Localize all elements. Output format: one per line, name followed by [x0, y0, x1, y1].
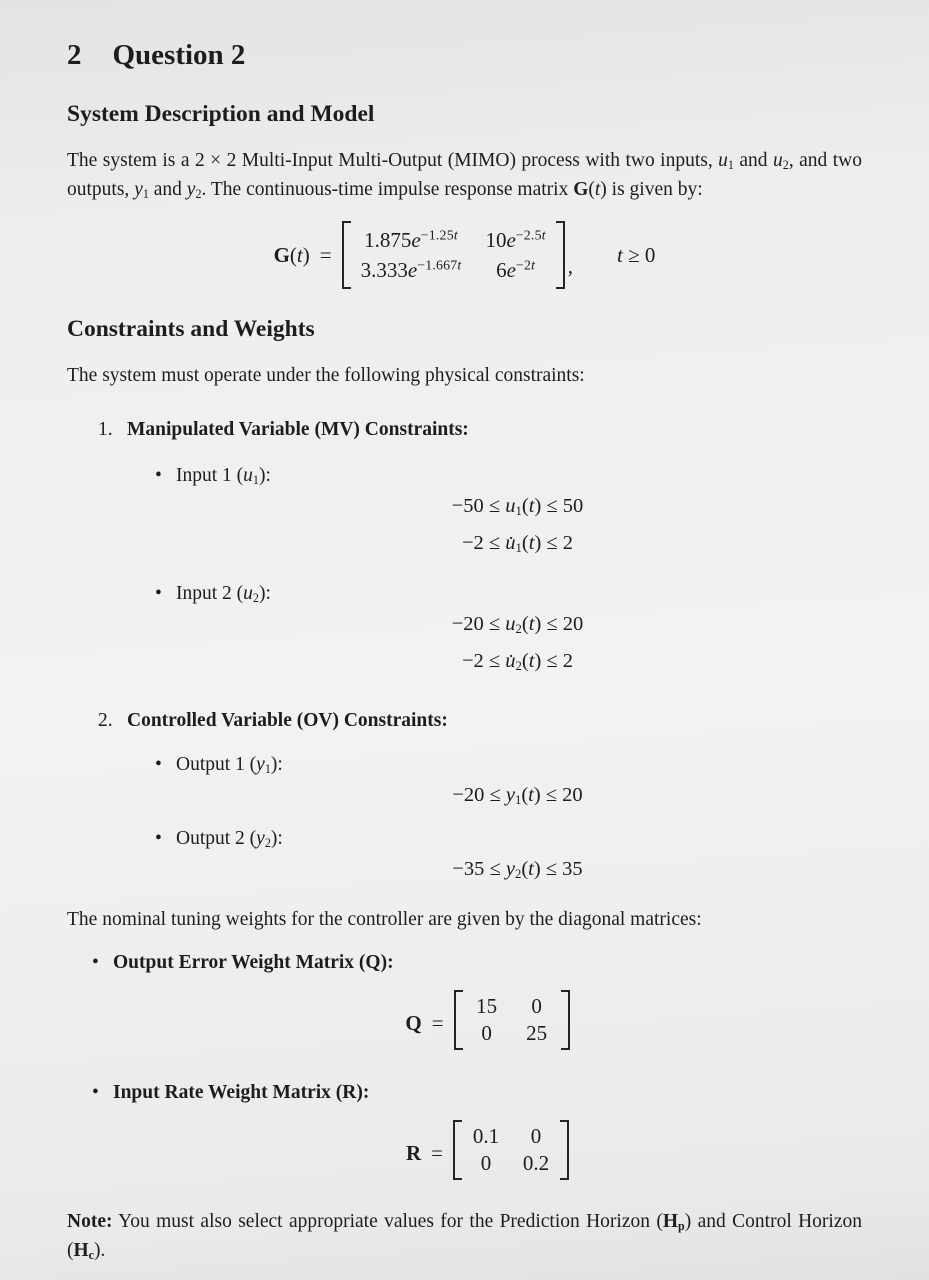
- bullet-marker: •: [155, 583, 162, 604]
- exponent-value: −1.667: [417, 257, 458, 273]
- text-segment: , and two outputs,: [67, 150, 862, 200]
- matrix-bracket-right: [561, 990, 570, 1050]
- euler-e: e: [411, 228, 421, 252]
- bullet-marker: •: [92, 952, 99, 973]
- text-segment: is given by:: [606, 179, 703, 200]
- matrix-cell-r1c1: [361, 225, 462, 255]
- bullet-item-output2: [67, 826, 862, 852]
- comma: ,: [567, 253, 574, 278]
- subscript: 2: [515, 659, 522, 674]
- matrix-cell-r1c2: 0: [531, 994, 542, 1018]
- equation-text: −2 ≤: [461, 532, 506, 554]
- paren: (: [521, 650, 529, 672]
- paren: (: [521, 532, 529, 554]
- list-number: 2.: [98, 710, 113, 731]
- text-segment: . The continuous-time impulse response matrix: [201, 179, 574, 200]
- math-var-t: t: [528, 613, 535, 635]
- math-var: u: [505, 613, 516, 635]
- text-segment: ) and Control Horizon (: [67, 1211, 862, 1261]
- subscript: 2: [264, 836, 271, 851]
- coefficient: 3.333: [360, 258, 408, 282]
- paragraph-system-description: [67, 146, 862, 204]
- matrix-bracket-right: [556, 221, 565, 289]
- equation-text: ) ≤ 2: [534, 532, 574, 554]
- g-matrix: [342, 221, 565, 289]
- constraint-equation-u1-amplitude: [173, 493, 862, 520]
- subscript: p: [678, 1219, 685, 1234]
- bullet-item-input2: [67, 581, 862, 607]
- matrix-cell-r2c2: [485, 255, 545, 285]
- math-var-t: t: [528, 495, 535, 517]
- math-var-t: t: [528, 784, 534, 806]
- exponent: [417, 257, 461, 272]
- r-matrix-equation: [113, 1120, 862, 1180]
- note-label: Note:: [67, 1211, 113, 1232]
- bullet-label: Input 1 (: [176, 465, 244, 486]
- paren: ): [600, 179, 607, 200]
- math-var: u: [243, 583, 253, 604]
- constraint-equation-u2-rate: [173, 648, 862, 675]
- constraint-equation-u1-rate: [173, 530, 862, 557]
- subscript: 2: [195, 187, 202, 202]
- exponent-var: t: [531, 257, 536, 273]
- math-var: u̇: [505, 650, 516, 672]
- exponent-var: t: [453, 227, 458, 243]
- math-var: y: [256, 828, 265, 849]
- subsection-title-system-description: System Description and Model: [67, 101, 375, 127]
- math-var-G: G: [273, 242, 290, 267]
- paren: (: [521, 784, 529, 806]
- math-var: u̇: [505, 532, 516, 554]
- list-label: Controlled Variable (OV) Constraints:: [127, 710, 448, 731]
- bullet-item-r-matrix: [67, 1080, 862, 1106]
- paren: (: [521, 613, 529, 635]
- bullet-label: ):: [258, 583, 271, 604]
- equation-text: −50 ≤: [451, 495, 506, 517]
- matrix-bracket-right: [560, 1120, 569, 1180]
- bullet-label: ):: [258, 465, 271, 486]
- subscript: 1: [514, 793, 522, 808]
- paragraph-weights-intro: The nominal tuning weights for the controller are given by the diagonal matrices:: [67, 909, 702, 930]
- subsection-title-constraints-weights: Constraints and Weights: [67, 316, 315, 342]
- equation-text: −20 ≤: [451, 613, 506, 635]
- paren: ): [302, 242, 310, 267]
- coefficient: 6: [496, 258, 507, 282]
- equals-sign: =: [319, 242, 332, 267]
- math-var-t: t: [617, 242, 623, 267]
- bullet-label: Output 1 (: [176, 754, 257, 775]
- matrix-cell-r1c1: 15: [476, 994, 498, 1018]
- euler-e: e: [506, 258, 516, 282]
- matrix-cells: [351, 221, 556, 289]
- text-segment: ).: [94, 1240, 106, 1261]
- r-matrix: [453, 1120, 569, 1180]
- exponent-var: t: [457, 257, 462, 273]
- math-var-y2: y: [186, 179, 196, 200]
- matrix-bracket-left: [453, 1120, 462, 1180]
- equation-text: ) ≤ 50: [534, 495, 584, 517]
- equation-text: ) ≤ 20: [534, 613, 584, 635]
- math-var-Hc: H: [73, 1240, 89, 1261]
- math-var-y1: y: [134, 179, 143, 200]
- math-var-t: t: [528, 532, 535, 554]
- matrix-cell-r2c2: 0.2: [522, 1151, 550, 1175]
- euler-e: e: [506, 228, 516, 252]
- constraint-equation-y2: [173, 856, 862, 883]
- q-matrix: [454, 990, 570, 1050]
- paragraph-note: [67, 1207, 862, 1265]
- math-var: u: [243, 465, 253, 486]
- equation-text: ) ≤ 2: [534, 650, 574, 672]
- equation-text: −20 ≤: [452, 784, 506, 806]
- math-var: y: [505, 784, 515, 806]
- impulse-response-equation: [67, 221, 862, 289]
- matrix-cell-r2c1: 0: [481, 1021, 492, 1045]
- bullet-label: Output Error Weight Matrix (Q):: [113, 952, 394, 973]
- equals-sign: =: [431, 1010, 444, 1035]
- math-var: y: [256, 754, 265, 775]
- equals-sign: =: [431, 1140, 443, 1165]
- exponent: [516, 227, 546, 242]
- math-var-t: t: [528, 858, 534, 880]
- bullet-label: ):: [270, 828, 283, 849]
- exponent: [516, 257, 535, 272]
- matrix-cell-r2c1: 0: [480, 1151, 492, 1175]
- subscript: 2: [252, 591, 259, 606]
- math-var-R: R: [405, 1140, 422, 1165]
- q-matrix-equation: [113, 990, 862, 1050]
- subscript: 2: [514, 867, 522, 882]
- matrix-cell-r2c2: 25: [526, 1021, 548, 1045]
- math-var-u2: u: [773, 150, 783, 171]
- exponent-value: −2.5: [515, 227, 542, 243]
- exponent-var: t: [541, 227, 546, 243]
- matrix-cells: [463, 990, 561, 1050]
- text-segment: and: [148, 179, 187, 200]
- matrix-cell-r1c2: [485, 225, 545, 255]
- exponent-value: −2: [515, 257, 532, 273]
- subscript: 1: [252, 473, 259, 488]
- equation-text: ) ≤ 35: [533, 858, 583, 880]
- paren: (: [521, 858, 529, 880]
- paragraph-constraints-intro: The system must operate under the following physical constraints:: [67, 365, 585, 386]
- paren: (: [521, 495, 529, 517]
- subscript: 1: [515, 504, 522, 519]
- matrix-bracket-left: [454, 990, 463, 1050]
- constraint-equation-u2-amplitude: [173, 611, 862, 638]
- section-title: Question 2: [112, 39, 246, 71]
- math-var-G: G: [573, 179, 589, 200]
- subscript: c: [88, 1248, 95, 1263]
- bullet-item-output1: [67, 752, 862, 778]
- bullet-marker: •: [155, 754, 162, 775]
- bullet-marker: •: [92, 1082, 99, 1103]
- math-var-Q: Q: [405, 1010, 422, 1035]
- math-var: u: [505, 495, 516, 517]
- equation-text: ) ≤ 20: [533, 784, 583, 806]
- coefficient: 1.875: [364, 228, 412, 252]
- subscript: 1: [142, 187, 149, 202]
- relation: ≥ 0: [622, 242, 656, 267]
- constraint-equation-y1: [173, 782, 862, 809]
- list-item-mv-constraints: [67, 415, 862, 444]
- math-var: y: [505, 858, 515, 880]
- time-condition: [617, 243, 655, 268]
- subscript: 1: [727, 158, 734, 173]
- paren: (: [588, 179, 595, 200]
- section-number: 2: [67, 39, 82, 71]
- matrix-cell-r1c2: 0: [530, 1124, 542, 1148]
- bullet-label: Input Rate Weight Matrix (R):: [113, 1082, 370, 1103]
- list-label: Manipulated Variable (MV) Constraints:: [127, 419, 469, 440]
- exponent: [421, 227, 458, 242]
- bullet-item-input1: [67, 463, 862, 489]
- equation-text: −2 ≤: [461, 650, 506, 672]
- subscript: 2: [782, 158, 789, 173]
- math-var-t: t: [296, 242, 303, 267]
- text-segment: The system is a 2 × 2 Multi-Input Multi-Output (MIMO) process with two inputs,: [67, 150, 719, 171]
- subscript: 1: [264, 762, 271, 777]
- section-heading: [67, 38, 862, 72]
- matrix-cell-r2c1: [361, 255, 462, 285]
- list-item-ov-constraints: [67, 706, 862, 735]
- math-var-t: t: [594, 179, 601, 200]
- matrix-cell-r1c1: 0.1: [472, 1124, 500, 1148]
- equation-text: −35 ≤: [452, 858, 506, 880]
- math-var-u1: u: [718, 150, 728, 171]
- subscript: 2: [515, 622, 522, 637]
- euler-e: e: [407, 258, 418, 282]
- bullet-label: Output 2 (: [176, 828, 257, 849]
- exponent-value: −1.25: [420, 227, 454, 243]
- bullet-label: Input 2 (: [176, 583, 244, 604]
- matrix-bracket-left: [342, 221, 351, 289]
- math-var-Hp: H: [662, 1211, 679, 1232]
- paren: (: [289, 242, 297, 267]
- bullet-marker: •: [155, 465, 162, 486]
- equation-lhs: [274, 243, 342, 268]
- matrix-cells: [462, 1120, 560, 1180]
- text-segment: You must also select appropriate values for the Prediction Horizon (: [112, 1211, 663, 1232]
- bullet-marker: •: [155, 828, 162, 849]
- math-var-t: t: [528, 650, 535, 672]
- bullet-item-q-matrix: [67, 950, 862, 976]
- list-number: 1.: [98, 419, 113, 440]
- bullet-label: ):: [270, 754, 283, 775]
- text-segment: and: [733, 150, 774, 171]
- coefficient: 10: [485, 228, 507, 252]
- subscript: 1: [515, 541, 522, 556]
